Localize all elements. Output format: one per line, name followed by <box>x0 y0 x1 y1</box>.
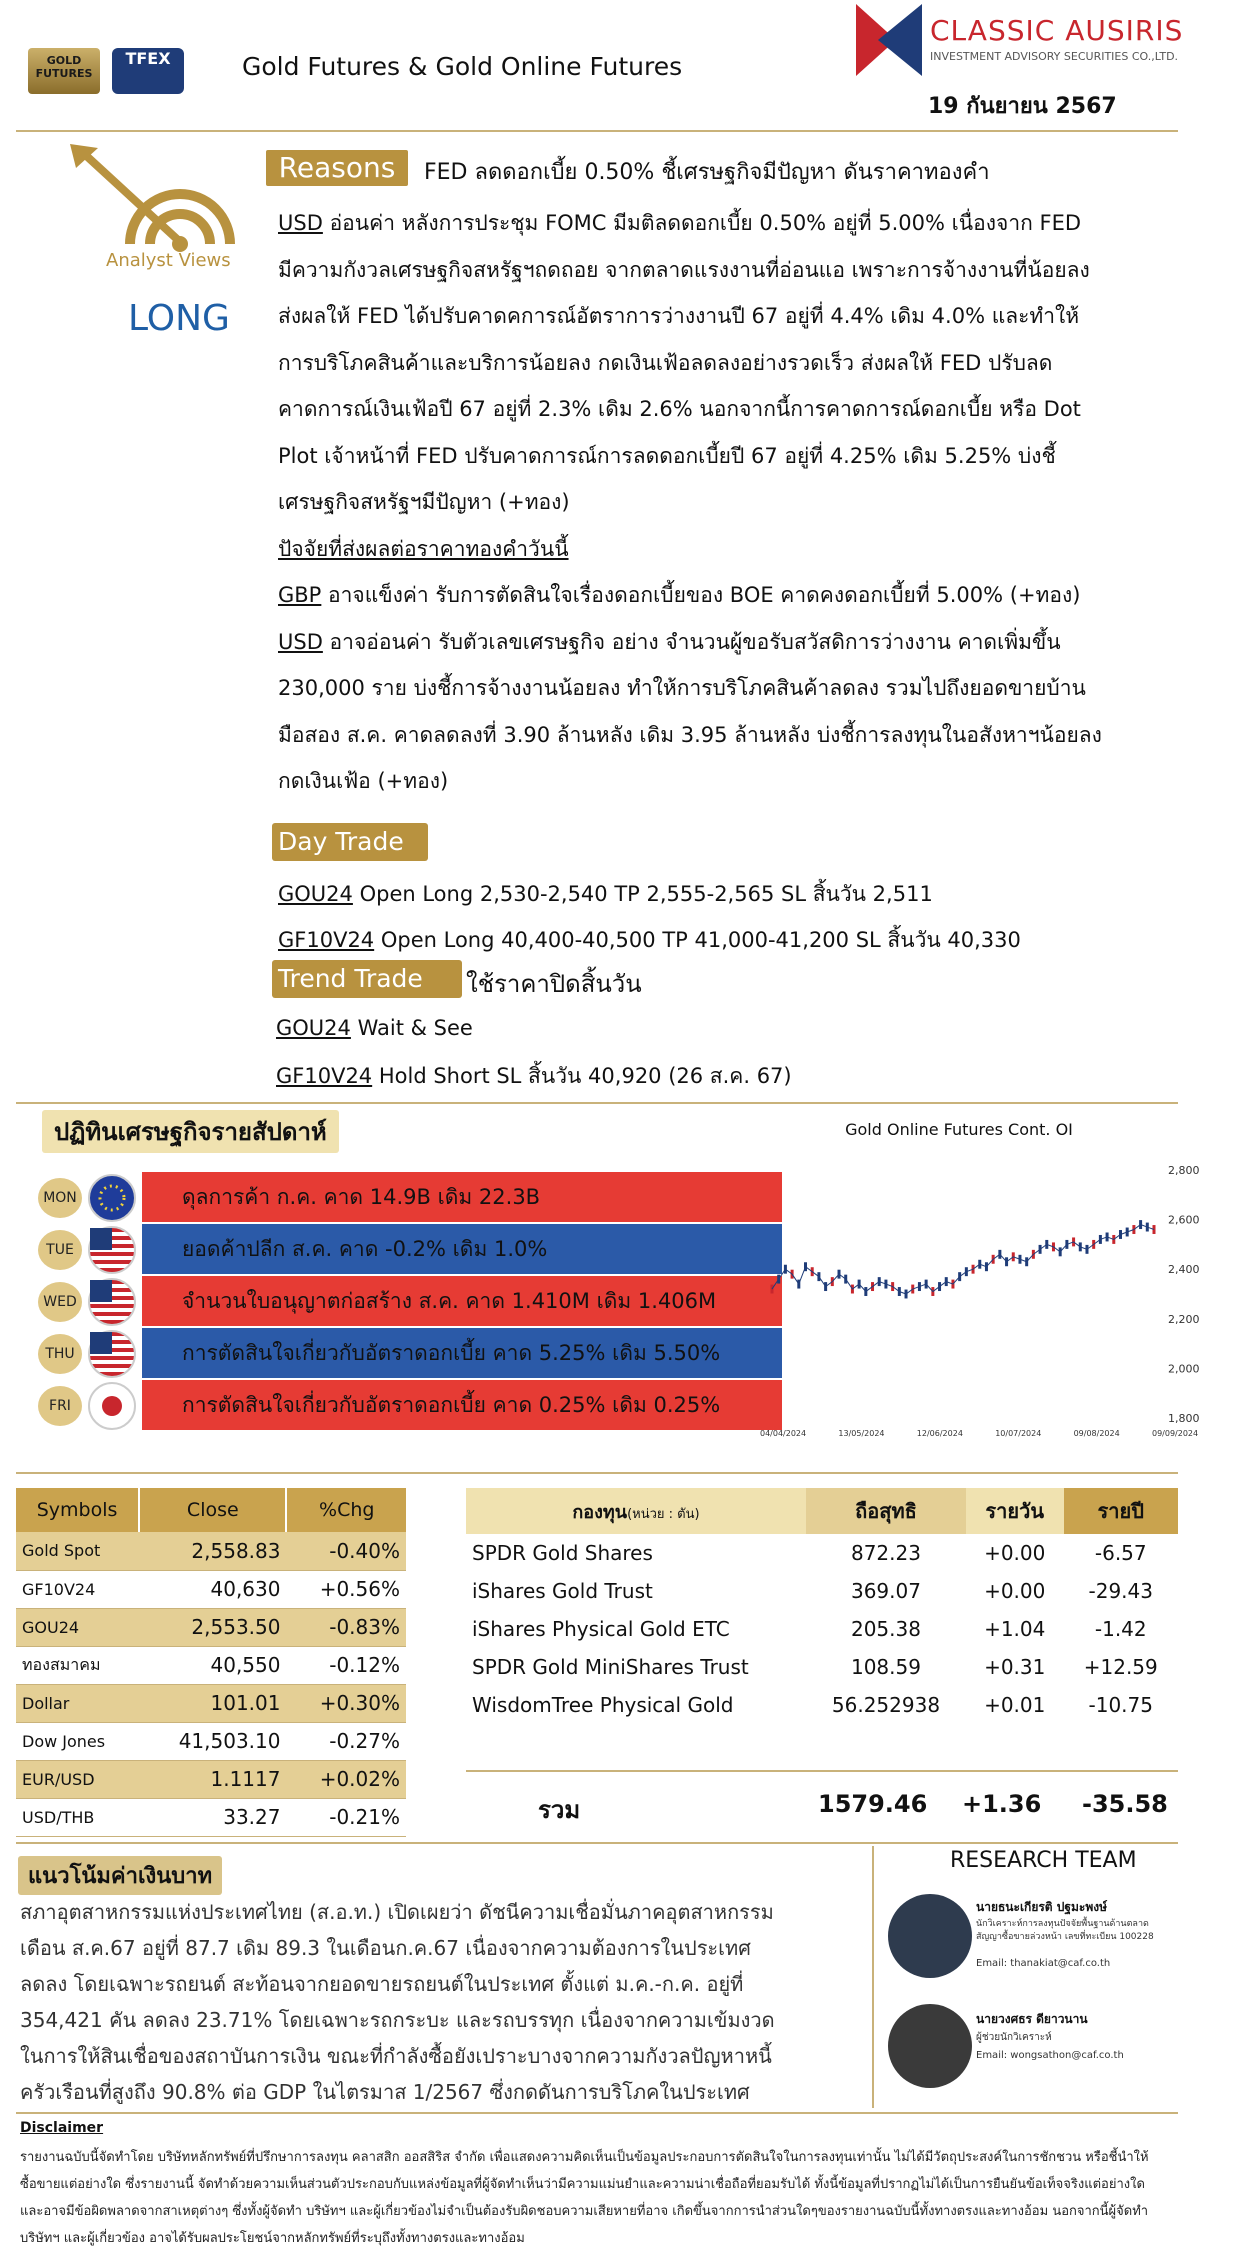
chart-svg <box>744 1118 1200 1448</box>
fund-yearly: +12.59 <box>1083 1655 1158 1679</box>
funds-total-daily: +1.36 <box>962 1790 1042 1818</box>
day-badge: FRI <box>38 1386 82 1426</box>
symbol-change: +0.56% <box>286 1570 406 1608</box>
x-tick-label: 09/09/2024 <box>1152 1429 1199 1438</box>
reasons-headline: FED ลดดอกเบี้ย 0.50% ชี้เศรษฐกิจมีปัญหา ดันราคาทองคำ <box>424 160 990 185</box>
brand-subtitle: INVESTMENT ADVISORY SECURITIES CO.,LTD. <box>930 50 1179 63</box>
symbol-change: -0.40% <box>286 1532 406 1570</box>
fund-row <box>466 1648 1178 1686</box>
funds-table <box>466 1488 1178 1724</box>
calendar-row <box>38 1172 748 1224</box>
symbols-header: Close <box>139 1488 286 1532</box>
gbp-label: GBP <box>278 583 322 607</box>
fund-yearly: -6.57 <box>1094 1541 1147 1565</box>
x-tick-label: 13/05/2024 <box>838 1429 885 1438</box>
symbol-name: Gold Spot <box>16 1532 139 1570</box>
fund-daily: +0.01 <box>984 1693 1046 1717</box>
calendar-event: การตัดสินใจเกี่ยวกับอัตราดอกเบี้ย คาด 5.25% เดิม 5.50% <box>142 1328 782 1378</box>
usd2-label: USD <box>278 629 323 654</box>
y-tick-label: 2,200 <box>1168 1312 1200 1326</box>
japan-flag-icon <box>88 1382 136 1430</box>
x-tick-label: 04/04/2024 <box>760 1429 807 1438</box>
y-tick-label: 2,400 <box>1168 1263 1200 1277</box>
divider <box>16 1472 1178 1474</box>
factors-title: ปัจจัยที่ส่งผลต่อราคาทองคำวันนี้ <box>278 536 569 561</box>
funds-total-holding: 1579.46 <box>818 1790 928 1818</box>
symbol-name: USD/THB <box>16 1798 139 1836</box>
funds-divider <box>466 1770 1178 1772</box>
analyst-1-role: นักวิเคราะห์การลงทุนปัจจัยพื้นฐานด้านตลาดสัญญาซื้อขายล่วงหน้า เลขที่ทะเบียน 100228 <box>976 1919 1154 1942</box>
us-flag-icon <box>88 1226 136 1274</box>
funds-header: รายวัน <box>966 1488 1064 1534</box>
us-flag-icon <box>88 1330 136 1378</box>
day-trade-tag: Day Trade <box>272 823 428 861</box>
y-tick-label: 1,800 <box>1168 1412 1200 1425</box>
fund-holding: 108.59 <box>850 1655 921 1679</box>
price-line <box>772 1225 1154 1294</box>
symbol-change: -0.27% <box>286 1722 406 1760</box>
research-team-title: RESEARCH TEAM <box>950 1848 1137 1873</box>
brand-name: CLASSIC AUSIRIS <box>930 14 1184 47</box>
funds-total-yearly: -35.58 <box>1082 1790 1168 1818</box>
daytrade-row-2: GF10V24 Open Long 40,400-40,500 TP 41,000-41,200 SL สิ้นวัน 40,330 <box>278 928 1021 952</box>
y-tick-label: 2,000 <box>1168 1362 1200 1376</box>
calendar-title: ปฏิทินเศรษฐกิจรายสัปดาห์ <box>42 1110 339 1153</box>
analyst-2-role: ผู้ช่วยนักวิเคราะห์ <box>976 2032 1052 2043</box>
day-badge: WED <box>38 1282 82 1322</box>
oi-chart <box>744 1118 1200 1458</box>
fund-holding: 872.23 <box>850 1541 921 1565</box>
fund-holding: 56.252938 <box>831 1693 941 1717</box>
tfex-logo: TFEX <box>112 48 184 94</box>
chart-title: Gold Online Futures Cont. OI <box>845 1120 1073 1139</box>
symbol-row <box>16 1608 406 1646</box>
symbol-close: 2,558.83 <box>139 1532 286 1570</box>
reasons-body: USD อ่อนค่า หลังการประชุม FOMC มีมติลดดอกเบี้ย 0.50% อยู่ที่ 5.00% เนื่องจาก FED มีความกังวลเศรษฐกิจสหรัฐฯถดถอย จากตลาดแรงงานที่อ่อนแอ เพราะการจ้างงานที่น้อยลง ส่งผลให้ FED ได้ปรับคาดคการณ์อัตราการว่างงานปี 67 อยู่ที่ 4.4% เดิม 4.0% และทำให้ การบริโภคสินค้าและบริการน้อยลง กดเงินเฟ้อลดลงอย่างรวดเร็ว ส่งผลให้ FED ปรับลด คาดการณ์เงินเฟ้อปี 67 อยู่ที่ 2.3% เดิม 2.6% นอกจากนี้การคาดการณ์ดอกเบี้ย หรือ Dot Plot เจ้าหน้าที่ FED ปรับคาดการณ์การลดดอกเบี้ยปี 67 อยู่ที่ 4.25% เดิม 5.25% บ่งชี้ เศรษฐกิจสหรัฐฯมีปัญหา (+ทอง) ปัจจัยที่ส่งผลต่อราคาทองคำวันนี้ GBP อาจแข็งค่า รับการตัดสินใจเรื่องดอกเบี้ยของ BOE คาดคงดอกเบี้ยที่ 5.00% (+ทอง) USD อาจอ่อนค่า รับตัวเลขเศรษฐกิจ อย่าง จำนวนผู้ขอรับสวัสดิการว่างงาน คาดเพิ่มขึ้น 230,000 ราย บ่งชี้การจ้างงานน้อยลง ทำให้การบริโภคสินค้าลดลง รวมไปถึงยอดขายบ้าน มือสอง ส.ค. คาดลดลงที่ 3.90 ล้านหลัง เดิม 3.95 ล้านหลัง บ่งชี้การลงทุนในอสังหาฯน้อยลง กดเงินเฟ้อ (+ทอง) <box>278 200 1178 805</box>
report-date: 19 กันยายน 2567 <box>928 94 1117 119</box>
symbol-close: 33.27 <box>139 1798 286 1836</box>
symbol-change: -0.83% <box>286 1608 406 1646</box>
symbol-change: -0.12% <box>286 1646 406 1684</box>
fund-daily: +0.00 <box>984 1579 1046 1603</box>
fund-holding: 369.07 <box>850 1579 921 1603</box>
symbol-name: Dollar <box>16 1684 139 1722</box>
fund-daily: +0.31 <box>984 1655 1046 1679</box>
eu-flag-icon <box>88 1174 136 1222</box>
calendar-row <box>38 1328 748 1380</box>
gold-futures-logo: GOLD FUTURES <box>28 48 100 94</box>
fund-name: WisdomTree Physical Gold <box>472 1693 734 1717</box>
trendtrade-row-2: GF10V24 Hold Short SL สิ้นวัน 40,920 (26 ส.ค. 67) <box>276 1064 792 1088</box>
fund-row <box>466 1572 1178 1610</box>
funds-total-label: รวม <box>538 1796 581 1824</box>
symbol-change: +0.02% <box>286 1760 406 1798</box>
fund-name: SPDR Gold MiniShares Trust <box>472 1655 749 1679</box>
baht-title: แนวโน้มค่าเงินบาท <box>18 1856 222 1895</box>
symbol-close: 101.01 <box>139 1684 286 1722</box>
fund-yearly: -29.43 <box>1088 1579 1153 1603</box>
calendar-row <box>38 1224 748 1276</box>
symbol-change: +0.30% <box>286 1684 406 1722</box>
analyst-2-name: นายวงศธร ดียาวนาน <box>976 2012 1088 2026</box>
symbol-change: -0.21% <box>286 1798 406 1836</box>
calendar-row <box>38 1276 748 1328</box>
fund-yearly: -10.75 <box>1088 1693 1153 1717</box>
fund-row <box>466 1610 1178 1648</box>
analyst-view-long: LONG <box>128 298 230 339</box>
analyst-views-label: Analyst Views <box>106 250 231 271</box>
classic-ausiris-logo-icon <box>856 4 922 76</box>
funds-header: ถือสุทธิ <box>806 1488 966 1534</box>
fund-daily: +1.04 <box>984 1617 1046 1641</box>
symbol-close: 1.1117 <box>139 1760 286 1798</box>
day-badge: TUE <box>38 1230 82 1270</box>
y-tick-label: 2,600 <box>1168 1213 1200 1227</box>
fund-row <box>466 1534 1178 1572</box>
day-badge: MON <box>38 1178 82 1218</box>
page-title: Gold Futures & Gold Online Futures <box>242 52 683 81</box>
calendar-event: ยอดค้าปลีก ส.ค. คาด -0.2% เดิม 1.0% <box>142 1224 782 1274</box>
calendar-event: ดุลการค้า ก.ค. คาด 14.9B เดิม 22.3B <box>142 1172 782 1222</box>
divider <box>16 1102 1178 1104</box>
fund-row <box>466 1686 1178 1724</box>
divider <box>16 130 1178 132</box>
symbol-name: GOU24 <box>16 1608 139 1646</box>
fund-holding: 205.38 <box>850 1617 921 1641</box>
reasons-tag: Reasons <box>266 150 408 186</box>
analyst-1-avatar <box>888 1894 972 1978</box>
fund-name: iShares Gold Trust <box>472 1579 653 1603</box>
funds-header: รายปี <box>1064 1488 1179 1534</box>
symbol-name: GF10V24 <box>16 1570 139 1608</box>
funds-header: กองทุน(หน่วย : ตัน) <box>466 1488 806 1534</box>
symbols-header: Symbols <box>36 1499 118 1521</box>
symbol-close: 40,550 <box>139 1646 286 1684</box>
baht-body: สภาอุตสาหกรรมแห่งประเทศไทย (ส.อ.ท.) เปิดเผยว่า ดัชนีความเชื่อมั่นภาคอุตสาหกรรม เดือน ส.ค.67 อยู่ที่ 87.7 เดิม 89.3 ในเดือนก.ค.67 เนื่องจากความต้องการในประเทศ ลดลง โดยเฉพาะรถยนต์ สะท้อนจากยอดขายรถยนต์ในประเทศ ตั้งแต่ ม.ค.-ก.ค. อยู่ที่ 354,421 คัน ลดลง 23.71% โดยเฉพาะรถกระบะ และรถบรรทุก เนื่องจากความเข้มงวด ในการให้สินเชื่อของสถาบันการเงิน ขณะที่กำลังซื้อยังเปราะบางจากความกังวลปัญหาหนี้ ครัวเรือนที่สูงถึง 90.8% ต่อ GDP ในไตรมาส 1/2567 ซึ่งกดดันการบริโภคในประเทศ <box>20 1900 775 2104</box>
symbol-row <box>16 1722 406 1760</box>
trend-trade-tag: Trend Trade <box>272 960 462 998</box>
x-tick-label: 09/08/2024 <box>1073 1429 1120 1438</box>
disclaimer-title: Disclaimer <box>20 2120 104 2136</box>
trend-trade-note: ใช้ราคาปิดสิ้นวัน <box>466 970 642 998</box>
vertical-divider <box>872 1846 874 2108</box>
symbol-name: Dow Jones <box>16 1722 139 1760</box>
calendar-row <box>38 1380 748 1432</box>
divider <box>16 1842 1178 1844</box>
analyst-1-name: นายธนะเกียรติ ปฐมะพงษ์ <box>976 1900 1108 1914</box>
divider <box>16 2112 1178 2114</box>
y-tick-label: 2,800 <box>1168 1164 1200 1177</box>
analyst-2-email: Email: wongsathon@caf.co.th <box>976 2050 1124 2061</box>
fund-daily: +0.00 <box>984 1541 1046 1565</box>
symbol-close: 2,553.50 <box>139 1608 286 1646</box>
symbol-row <box>16 1646 406 1684</box>
symbol-row <box>16 1532 406 1570</box>
daytrade-row-1: GOU24 Open Long 2,530-2,540 TP 2,555-2,565 SL สิ้นวัน 2,511 <box>278 882 933 906</box>
us-flag-icon <box>88 1278 136 1326</box>
trendtrade-row-1: GOU24 Wait & See <box>276 1016 473 1040</box>
symbol-row <box>16 1760 406 1798</box>
fund-name: SPDR Gold Shares <box>472 1541 653 1565</box>
symbol-row <box>16 1570 406 1608</box>
symbol-name: EUR/USD <box>16 1760 139 1798</box>
symbol-close: 40,630 <box>139 1570 286 1608</box>
symbol-row <box>16 1798 406 1836</box>
symbol-name: ทองสมาคม <box>16 1646 139 1684</box>
symbols-table <box>16 1488 406 1837</box>
symbols-header: %Chg <box>286 1488 406 1532</box>
target-arrow-icon <box>70 144 250 254</box>
usd-label: USD <box>278 211 323 235</box>
symbol-close: 41,503.10 <box>139 1722 286 1760</box>
analyst-2-avatar <box>888 2004 972 2088</box>
calendar-event: จำนวนใบอนุญาตก่อสร้าง ส.ค. คาด 1.410M เดิม 1.406M <box>142 1276 782 1326</box>
x-tick-label: 10/07/2024 <box>995 1429 1042 1438</box>
calendar-event: การตัดสินใจเกี่ยวกับอัตราดอกเบี้ย คาด 0.25% เดิม 0.25% <box>142 1380 782 1430</box>
symbol-row <box>16 1684 406 1722</box>
day-badge: THU <box>38 1334 82 1374</box>
analyst-1-email: Email: thanakiat@caf.co.th <box>976 1958 1111 1969</box>
fund-name: iShares Physical Gold ETC <box>472 1617 730 1641</box>
disclaimer-text: รายงานฉบับนี้จัดทำโดย บริษัทหลักทรัพย์ที่ปรึกษาการลงทุน คลาสสิก ออสสิริส จำกัด เพื่อแสดงความคิดเห็นเป็นข้อมูลประกอบการตัดสินใจในการลงทุนเท่านั้น ไม่ได้มีวัตถุประสงค์ในการชักชวน หรือชี้นำให้ ซื้อขายแต่อย่างใด ซึ่งรายงานนี้ จัดทำด้วยความเห็นส่วนตัวประกอบกับแหล่งข้อมูลที่ผู้จัดทำเห็นว่ามีความแม่นยำและความน่าเชื่อถือที่ยอมรับได้ ทั้งนี้ข้อมูลที่ปรากฏไม่ได้เป็นการยืนยันข้อเท็จจริงแต่อย่างใด และอาจมีข้อผิดพลาดจากสาเหตุต่างๆ ซึ่งทั้งผู้จัดทำ บริษัทฯ และผู้เกี่ยวข้องไม่จำเป็นต้องรับผิดชอบความเสียหายที่อาจ เกิดขึ้นจากการนำส่วนใดๆของรายงานฉบับนี้ทั้งทางตรงและทางอ้อม นอกจากนี้ผู้จัดทำ บริษัทฯ และผู้เกี่ยวข้อง อาจได้รับผลประโยชน์จากหลักทรัพย์ที่ระบุถึงทั้งทางตรงและทางอ้อม <box>20 2150 1149 2246</box>
x-tick-label: 12/06/2024 <box>916 1429 963 1438</box>
fund-yearly: -1.42 <box>1094 1617 1147 1641</box>
